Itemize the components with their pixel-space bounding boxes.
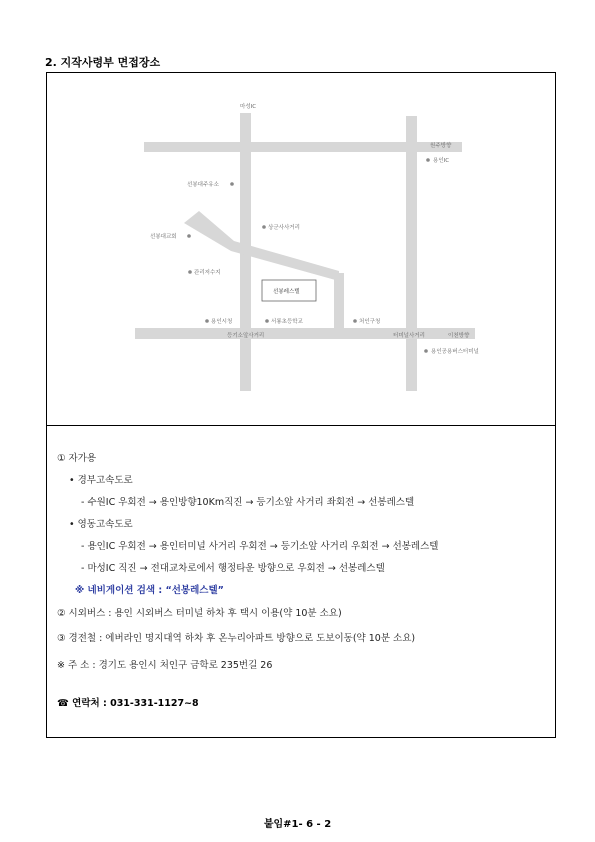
map-label-masung-ic: 마성IC bbox=[240, 104, 257, 110]
dot-bus-terminal bbox=[424, 349, 428, 353]
dot-gwanri bbox=[188, 270, 192, 274]
gyeongbu-route: - 수원IC 우회전 → 용인방향10Km직진 → 등기소앞 사거리 좌회전 → 선봉레스텔 bbox=[81, 497, 415, 508]
map-label-wonju: 원주방향 bbox=[430, 143, 452, 149]
map-label-school: 서룡초등학교 bbox=[271, 319, 303, 325]
map-label-icheon: 이천방향 bbox=[448, 333, 470, 339]
rail-directions: ③ 경전철 : 에버라인 명지대역 하차 후 온누리아파트 방향으로 도보이동(약 10분 소요) bbox=[57, 633, 416, 644]
dot-yongin-city bbox=[205, 319, 209, 323]
map-label-seonbong-church: 선봉대교회 bbox=[150, 234, 177, 240]
map-drawing bbox=[47, 73, 555, 425]
road-right-vertical bbox=[406, 116, 417, 391]
yeongdong-route-2: - 마성IC 직진 → 전대교차로에서 행정타운 방향으로 우회전 → 선봉레스텔 bbox=[81, 563, 385, 574]
map-label-terminal-cross: 터미널사거리 bbox=[393, 333, 425, 339]
map-label-bus-terminal: 용인공용버스터미널 bbox=[431, 349, 479, 355]
section-title: 2. 지작사령부 면접장소 bbox=[45, 56, 161, 69]
map-label-cheoin-gu: 처인구청 bbox=[359, 319, 381, 325]
gyeongbu-heading: • 경부고속도로 bbox=[69, 475, 133, 486]
dot-yongin-ic bbox=[426, 158, 430, 162]
address: ※ 주 소 : 경기도 용인시 처인구 금학로 235번길 26 bbox=[57, 660, 273, 671]
dot-seonbong-jungyuso bbox=[230, 182, 234, 186]
dot-seonbong-church bbox=[187, 234, 191, 238]
bus-directions: ② 시외버스 : 용인 시외버스 터미널 하차 후 택시 이용(약 10분 소요) bbox=[57, 608, 342, 619]
map-label-yongin-ic: 용인IC bbox=[433, 158, 450, 164]
dot-school bbox=[265, 319, 269, 323]
map-label-seonbong-jungyuso: 선봉대주유소 bbox=[187, 182, 219, 188]
dot-sanggun bbox=[262, 225, 266, 229]
yeongdong-heading: • 영동고속도로 bbox=[69, 519, 133, 530]
yeongdong-route-1: - 용인IC 우회전 → 용인터미널 사거리 우회전 → 등기소앞 사거리 우회전 → 선봉레스텔 bbox=[81, 541, 439, 552]
map-label-deunggi: 등기소앞사거리 bbox=[227, 333, 265, 339]
map-label-sanggun-sageori: 상군사사거리 bbox=[268, 225, 300, 231]
page-footer: 붙임#1- 6 - 2 bbox=[263, 819, 332, 830]
map-label-hotel: 선봉레스텔 bbox=[273, 289, 300, 295]
map-label-yongin-city: 용인시청 bbox=[211, 319, 233, 325]
nav-search: ※ 네비게이션 검색 : “선봉레스텔” bbox=[75, 585, 224, 596]
contact: ☎ 연락처 : 031-331-1127~8 bbox=[57, 698, 199, 709]
road-hotel-vertical bbox=[334, 273, 344, 331]
dot-cheoin-gu bbox=[353, 319, 357, 323]
road-top-horizontal bbox=[144, 142, 462, 152]
location-box bbox=[46, 72, 556, 738]
map-label-gwanri: 관리저수지 bbox=[194, 270, 221, 276]
location-map bbox=[47, 73, 555, 426]
car-heading: ① 자가용 bbox=[57, 453, 97, 464]
